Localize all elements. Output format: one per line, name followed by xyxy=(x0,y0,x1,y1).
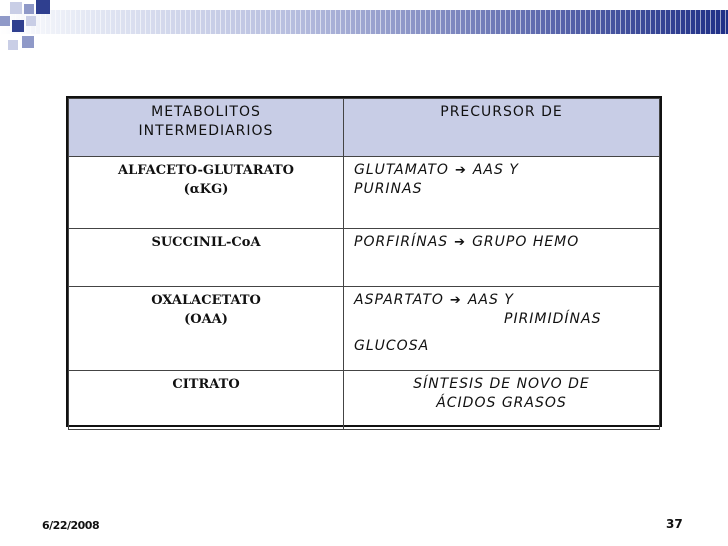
slide-date: 6/22/2008 xyxy=(42,519,100,532)
metabolite-abbreviation: (OAA) xyxy=(184,312,228,327)
precursor-cell xyxy=(344,287,660,371)
metabolite-cell xyxy=(69,287,344,371)
precursor-text: ASPARTATO xyxy=(354,292,444,308)
header-precursor-label: PRECURSOR DE xyxy=(440,104,563,120)
header-metabolites-line2: INTERMEDIARIOS xyxy=(138,123,274,139)
header-metabolites-line1: METABOLITOS xyxy=(151,104,261,120)
precursor-text: GLUTAMATO xyxy=(354,162,449,178)
header-decoration-band xyxy=(0,10,728,34)
header-metabolites xyxy=(69,99,344,157)
precursor-text: ÁCIDOS GRASOS xyxy=(436,395,567,411)
precursor-text: AAS Y xyxy=(472,162,519,178)
precursor-cell xyxy=(344,229,660,287)
precursor-text: GLUCOSA xyxy=(354,338,430,354)
header-precursor xyxy=(344,99,660,157)
metabolite-cell xyxy=(69,229,344,287)
slide-page-number: 37 xyxy=(666,517,683,531)
decorative-square xyxy=(10,2,22,14)
precursor-text: GRUPO HEMO xyxy=(472,234,580,250)
metabolite-name: OXALACETATO xyxy=(151,293,261,308)
table-row xyxy=(69,157,660,229)
decorative-square xyxy=(12,20,24,32)
metabolites-table xyxy=(66,96,662,427)
metabolite-cell xyxy=(69,371,344,430)
precursor-text: PIRIMIDÍNAS xyxy=(504,311,602,327)
precursor-cell xyxy=(344,371,660,430)
decorative-square xyxy=(22,36,34,48)
metabolite-cell xyxy=(69,157,344,229)
table-row xyxy=(69,229,660,287)
metabolite-name: ALFACETO-GLUTARATO xyxy=(117,163,294,178)
table-header-row xyxy=(69,99,660,157)
metabolite-name: SUCCINIL-CoA xyxy=(151,235,261,250)
precursor-text: PURINAS xyxy=(354,181,423,197)
precursor-text: PORFIRÍNAS xyxy=(354,234,449,250)
metabolite-name: CITRATO xyxy=(172,377,240,392)
precursor-cell xyxy=(344,157,660,229)
table-row xyxy=(69,371,660,430)
table-row xyxy=(69,287,660,371)
metabolite-abbreviation: (αKG) xyxy=(183,182,229,197)
decorative-square xyxy=(24,4,34,14)
decorative-square xyxy=(8,40,18,50)
precursor-text: AAS Y xyxy=(467,292,514,308)
decorative-square xyxy=(26,16,36,26)
arrow-right-icon: ➔ xyxy=(449,293,462,308)
decorative-square xyxy=(36,0,50,14)
arrow-right-icon: ➔ xyxy=(454,235,467,250)
decorative-square xyxy=(0,16,10,26)
arrow-right-icon: ➔ xyxy=(454,163,467,178)
precursor-text: SÍNTESIS DE NOVO DE xyxy=(413,376,590,392)
